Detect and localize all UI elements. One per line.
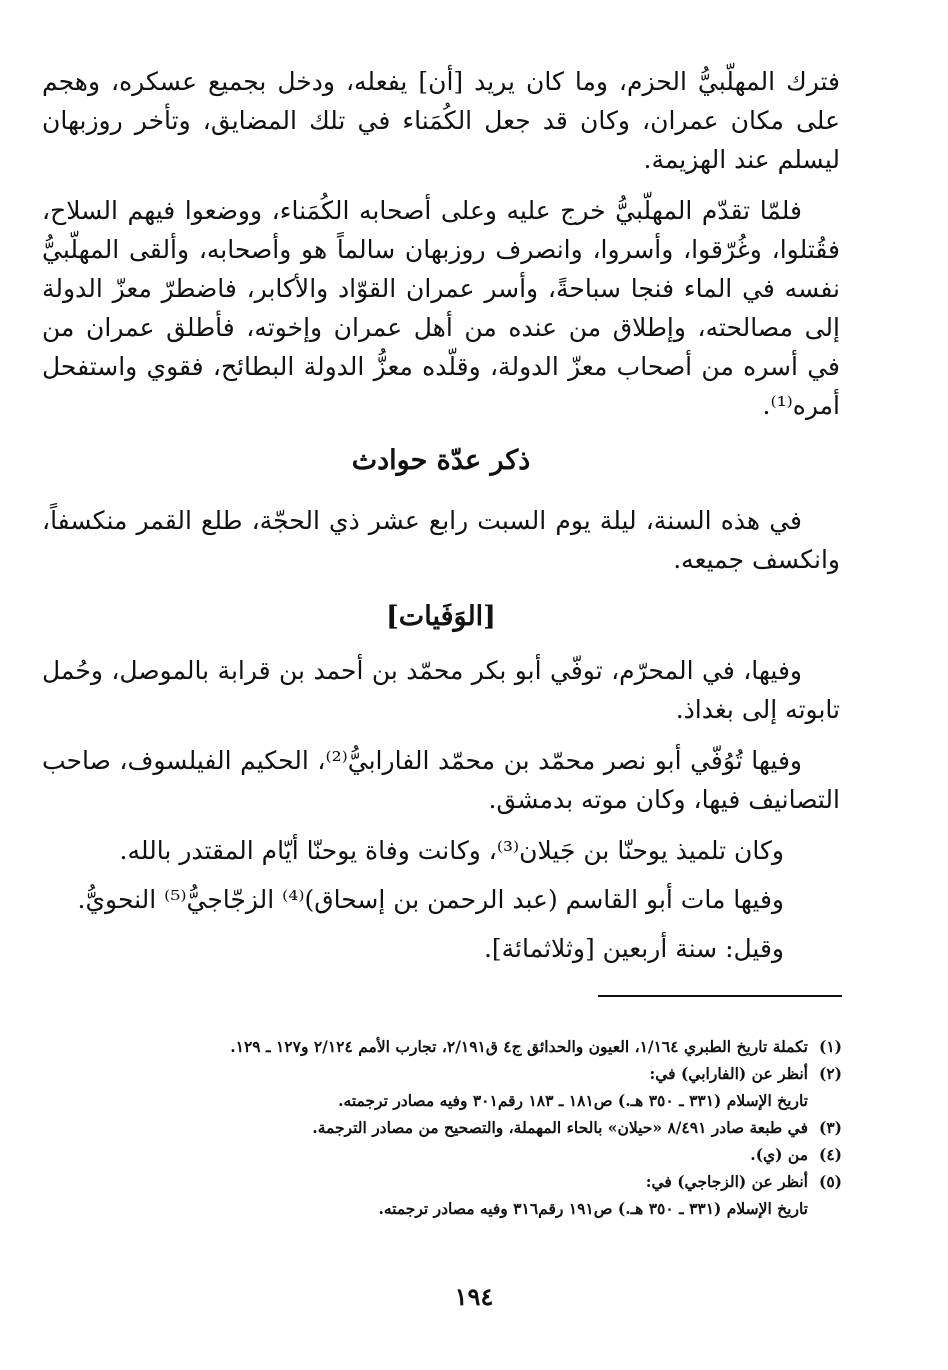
footnote-number: (٤) xyxy=(818,1145,842,1164)
paragraph: وقيل: سنة أربعين [وثلاثمائة]. xyxy=(483,934,784,963)
paragraph: وفيها، في المحرّم، توفّي أبو بكر محمّد بن أحمد بن قرابة بالموصل، وحُمل تابوته إلى بغداذ. xyxy=(42,656,840,724)
footnote-text: في طبعة صادر ٨/٤٩١ «حيلان» بالحاء المهملة، والتصحيح من مصادر الترجمة. xyxy=(312,1118,808,1137)
footnote xyxy=(60,1141,842,1168)
section-heading-deaths: [الوَفَيات] xyxy=(386,601,496,632)
footnote-text: من (ي). xyxy=(750,1145,808,1164)
footnote xyxy=(60,1033,842,1060)
paragraph: فترك المهلّبيُّ الحزم، وما كان يريد [أن] يفعله، ودخل بجميع عسكره، وهجم على مكان عمران، وكان قد جعل الكُمَناء في تلك المضايق، وتأخر روزبهان ليسلم عند الهزيمة. xyxy=(42,67,840,174)
paragraph: فلمّا تقدّم المهلّبيُّ خرج عليه وعلى أصحابه الكُمَناء، ووضعوا فيهم السلاح، فقُتلوا، وغُرّقوا، وأسروا، وانصرف روزبهان سالماً هو وأصحابه، وألقى المهلّبيُّ نفسه في الماء فنجا سباحةً، وأسر عمران القوّاد والأكابر، فاضطرّ معزّ الدولة إلى مصالحته، وإطلاق من عنده من أهل عمران وإخوته، فأطلق عمران من في أسره من أصحاب معزّ الدولة، وقلّده معزُّ الدولة البطائح، فقوي واستفحل أمره⁽¹⁾. xyxy=(42,196,840,420)
footnote-text: تكملة تاريخ الطبري ١/١٦٤، العيون والحدائق ج٤ ق٢/١٩١، تجارب الأمم ٢/١٢٤ و١٢٧ ـ ١٢٩. xyxy=(230,1037,808,1056)
footnote xyxy=(60,1168,842,1195)
page-number: ١٩٤ xyxy=(454,1282,494,1311)
footnote-subline: تاريخ الإسلام (٣٣١ ـ ٣٥٠ هـ.) ص١٨١ ـ ١٨٣ رقم٣٠١ وفيه مصادر ترجمته. xyxy=(338,1091,808,1110)
footnote xyxy=(60,1114,842,1141)
footnotes xyxy=(60,1033,842,1222)
section-heading: ذكر عدّة حوادث xyxy=(351,445,531,476)
main-text xyxy=(42,62,840,978)
paragraph: وفيها مات أبو القاسم (عبد الرحمن بن إسحاق)⁽⁴⁾ الزجّاجيُّ⁽⁵⁾ النحويُّ. xyxy=(77,885,784,914)
paragraph: وكان تلميذ يوحنّا بن جَيلان⁽³⁾، وكانت وفاة يوحنّا أيّام المقتدر بالله. xyxy=(119,836,784,865)
footnote-number: (٣) xyxy=(818,1118,842,1137)
footnote-number: (٥) xyxy=(818,1172,842,1191)
paragraph: في هذه السنة، ليلة يوم السبت رابع عشر ذي الحجّة، طلع القمر منكسفاً، وانكسف جميعه. xyxy=(42,506,840,574)
footnote-text: أنظر عن (الفارابي) في: xyxy=(649,1064,808,1083)
paragraph: وفيها تُوُفّي أبو نصر محمّد بن محمّد الفارابيُّ⁽²⁾، الحكيم الفيلسوف، صاحب التصانيف فيها، وكان موته بدمشق. xyxy=(42,746,840,814)
footnote-text: أنظر عن (الزجاجي) في: xyxy=(645,1172,808,1191)
footnote-number: (٢) xyxy=(818,1064,842,1083)
footnote-subline: تاريخ الإسلام (٣٣١ ـ ٣٥٠ هـ.) ص١٩١ رقم٣١٦ وفيه مصادر ترجمته. xyxy=(378,1199,808,1218)
footnote-separator xyxy=(598,995,842,997)
footnote xyxy=(60,1060,842,1087)
footnote-number: (١) xyxy=(818,1037,842,1056)
